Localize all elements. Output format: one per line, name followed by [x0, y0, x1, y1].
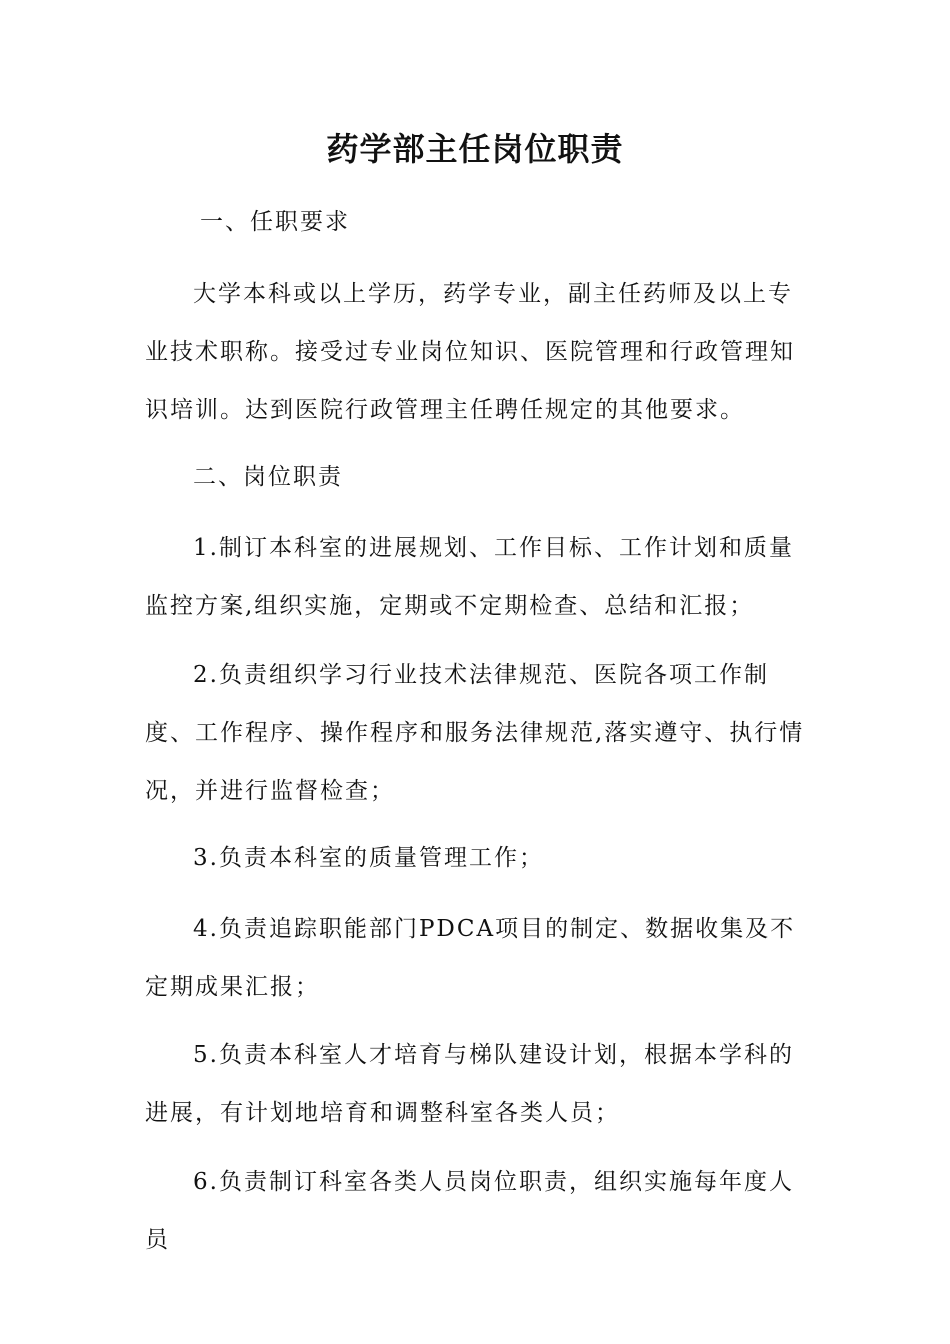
section-heading-requirements: 一、任职要求 — [200, 209, 350, 235]
document-title: 药学部主任岗位职责 — [326, 130, 624, 168]
duty-item-3: 3.负责本科室的质量管理工作； — [193, 845, 544, 871]
section-heading-duties: 二、岗位职责 — [193, 464, 343, 490]
duty-item-6: 6.负责制订科室各类人员岗位职责，组织实施每年度人员 — [145, 1169, 794, 1253]
duty-item-5: 5.负责本科室人才培育与梯队建设计划，根据本学科的进展，有计划地培育和调整科室各类人员； — [145, 1042, 794, 1126]
requirements-paragraph: 大学本科或以上学历，药学专业，副主任药师及以上专业技术职称。接受过专业岗位知识、医院管理和行政管理知识培训。达到医院行政管理主任聘任规定的其他要求。 — [145, 281, 795, 423]
duty-item-2: 2.负责组织学习行业技术法律规范、医院各项工作制度、工作程序、操作程序和服务法律规范,落实遵守、执行情况，并进行监督检查； — [145, 662, 805, 804]
duty-item-4: 4.负责追踪职能部门PDCA项目的制定、数据收集及不定期成果汇报； — [145, 916, 796, 1000]
duty-item-1: 1.制订本科室的进展规划、工作目标、工作计划和质量监控方案,组织实施，定期或不定期检查、总结和汇报； — [145, 535, 794, 619]
